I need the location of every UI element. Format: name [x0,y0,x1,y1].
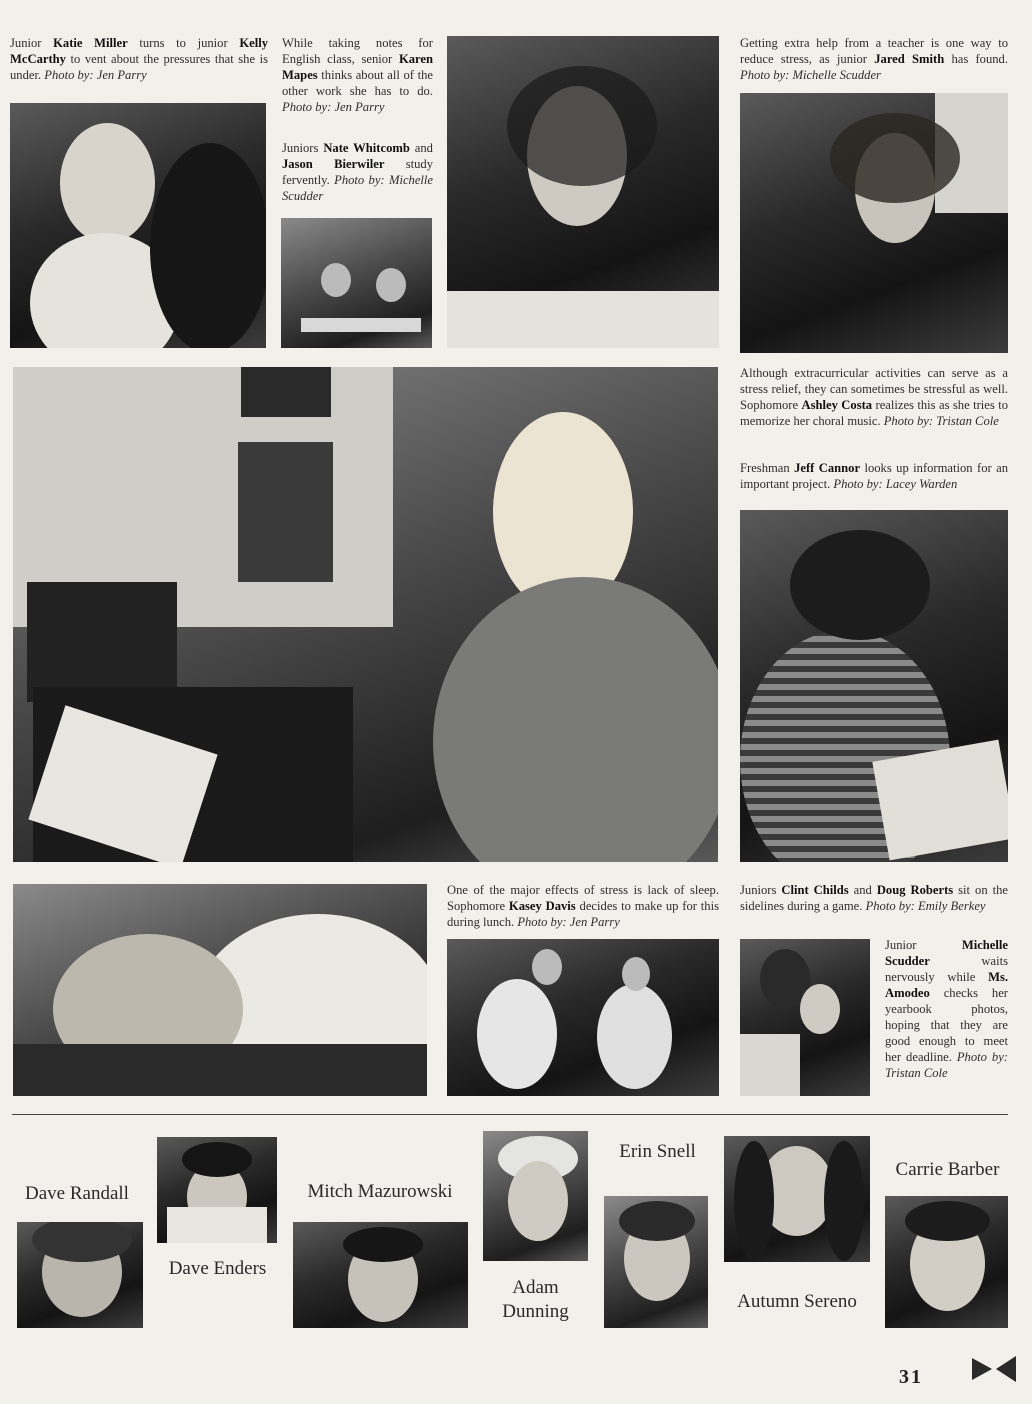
portrait-mitch-mazurowski [293,1222,468,1328]
portrait-autumn-sereno [724,1136,870,1262]
portrait-adam-dunning [483,1131,588,1261]
photo-nate-whitcomb-jason-bierwiler [281,218,432,348]
caption-karen-mapes: While taking notes for English class, senior Karen Mapes thinks about all of the other work she has to do. Photo by: Jen Parry [282,36,433,114]
photo-jared-smith [740,93,1008,353]
name-autumn-sereno: Autumn Sereno [737,1291,857,1312]
caption-katie-miller: Junior Katie Miller turns to junior Kelly McCarthy to vent about the pressures that she is under. Photo by: Jen Parry [10,36,268,82]
caption-michelle-scudder: Junior Michelle Scudder waits nervously while Ms. Amodeo checks her yearbook photos, hoping that they are good enough to meet her deadline. Photo by: Tristan Cole [885,938,1009,1080]
photo-clint-childs-doug-roberts [447,939,719,1096]
caption-jeff-cannor: Freshman Jeff Cannor looks up information for an important project. Photo by: Lacey Warden [740,461,1008,491]
name-carrie-barber: Carrie Barber [895,1159,1000,1180]
caption-nate-whitcomb: Juniors Nate Whitcomb and Jason Bierwiler study fervently. Photo by: Michelle Scudder [282,141,434,203]
portrait-erin-snell [604,1196,708,1328]
caption-jared-smith: Getting extra help from a teacher is one way to reduce stress, as junior Jared Smith has found. Photo by: Michelle Scudder [740,36,1008,82]
page-number: 31 [899,1366,923,1388]
caption-ashley-costa: Although extracurricular activities can serve as a stress relief, they can sometimes be stressful as well. Sophomore Ashley Costa realizes this as she tries to memorize her choral music. Photo by: Tristan Cole [740,366,1009,428]
name-adam-dunning-last: Dunning [502,1301,569,1322]
portrait-dave-randall [17,1222,143,1328]
caption-kasey-davis: One of the major effects of stress is lack of sleep. Sophomore Kasey Davis decides to make up for this during lunch. Photo by: Jen Parry [447,883,720,929]
photo-ashley-costa [13,367,718,862]
photo-michelle-scudder [740,939,870,1096]
photo-kasey-davis [13,884,427,1096]
name-erin-snell: Erin Snell [619,1141,696,1162]
caption-clint-childs: Juniors Clint Childs and Doug Roberts sit on the sidelines during a game. Photo by: Emily Berkey [740,883,1008,913]
name-dave-enders: Dave Enders [168,1258,267,1279]
name-adam-dunning-first: Adam [512,1277,559,1298]
portrait-carrie-barber [885,1196,1008,1328]
name-mitch-mazurowski: Mitch Mazurowski [307,1181,453,1202]
bowtie-ornament-icon [970,1354,1018,1384]
name-dave-randall: Dave Randall [25,1183,129,1204]
section-divider [12,1114,1008,1115]
photo-katie-miller-kelly-mccarthy [10,103,266,348]
photo-karen-mapes [447,36,719,348]
portrait-dave-enders [157,1137,277,1243]
name-adam-dunning [478,1276,593,1324]
photo-jeff-cannor [740,510,1008,862]
